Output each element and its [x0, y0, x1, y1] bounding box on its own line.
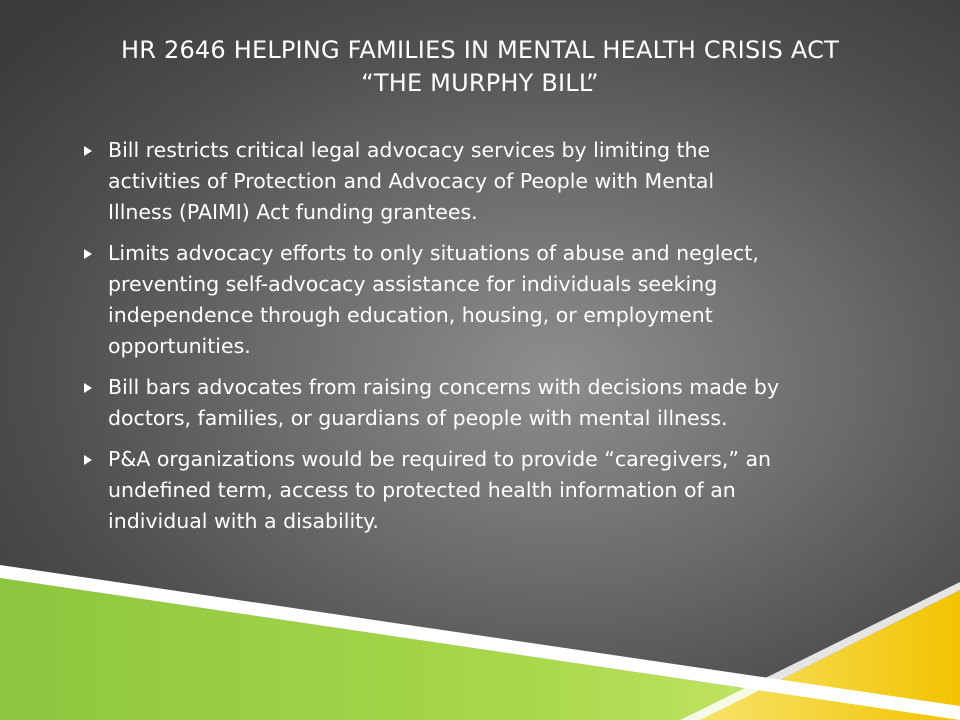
bullet-line: undefined term, access to protected health information of an [108, 478, 736, 502]
title-line-1: HR 2646 HELPING FAMILIES IN MENTAL HEALTH CRISIS ACT [121, 36, 839, 64]
bullet-line: activities of Protection and Advocacy of People with Mental [108, 169, 715, 193]
slide-title [40, 34, 920, 100]
triangle-bullet-icon [84, 455, 92, 465]
bullet-list [80, 135, 880, 547]
bullet-line: preventing self-advocacy assistance for individuals seeking [108, 272, 718, 296]
bullet-item [80, 372, 880, 434]
bullet-item [80, 444, 880, 537]
triangle-bullet-icon [84, 146, 92, 156]
triangle-bullet-icon [84, 383, 92, 393]
bullet-line: independence through education, housing, or employment [108, 303, 713, 327]
bullet-line: Limits advocacy efforts to only situations of abuse and neglect, [108, 241, 759, 265]
bullet-line: Illness (PAIMI) Act funding grantees. [108, 200, 478, 224]
bullet-line: individual with a disability. [108, 509, 379, 533]
bullet-line: doctors, families, or guardians of people with mental illness. [108, 406, 728, 430]
bullet-line: opportunities. [108, 334, 251, 358]
bullet-line: P&A organizations would be required to provide “caregivers,” an [108, 447, 772, 471]
bullet-item [80, 135, 880, 228]
title-line-2: “THE MURPHY BILL” [361, 69, 599, 97]
bullet-line: Bill bars advocates from raising concerns with decisions made by [108, 375, 780, 399]
bullet-item [80, 238, 880, 362]
bullet-line: Bill restricts critical legal advocacy services by limiting the [108, 138, 711, 162]
triangle-bullet-icon [84, 249, 92, 259]
